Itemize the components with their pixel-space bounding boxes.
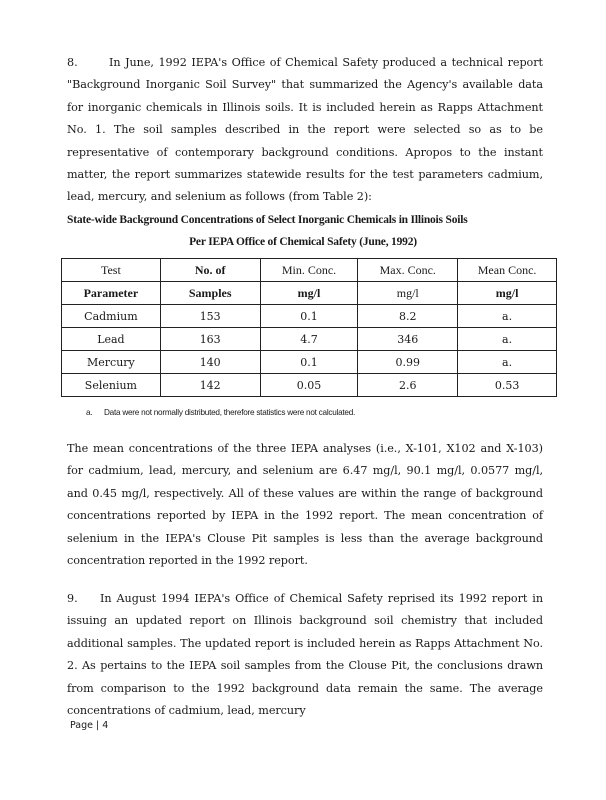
cell-max: 0.99 [358, 351, 458, 374]
header-cell: Mean Conc. [458, 259, 557, 282]
cell-samples: 153 [160, 305, 260, 328]
page-number-footer: Page | 4 [70, 720, 109, 731]
paragraph-text: In August 1994 IEPA's Office of Chemical Safety reprised its 1992 report in issuing an updated report on Illinois background soil chemistry that included additional samples. The updated report is included herein as Rapps Attachment No. 2. As pertains to the IEPA soil samples from the Clouse Pit, the conclusions drawn from comparison to the 1992 background data remain the same. The average concentrations of cadmium, lead, mercury [67, 592, 543, 718]
cell-mean: a. [458, 351, 557, 374]
header-cell: mg/l [260, 282, 358, 305]
header-cell: Max. Conc. [358, 259, 458, 282]
header-cell: Parameter [62, 282, 161, 305]
table-row [62, 374, 557, 397]
cell-mean: a. [458, 328, 557, 351]
cell-mean: a. [458, 305, 557, 328]
cell-max: 8.2 [358, 305, 458, 328]
cell-min: 0.1 [260, 351, 358, 374]
cell-samples: 140 [160, 351, 260, 374]
cell-samples: 163 [160, 328, 260, 351]
header-cell: No. of [160, 259, 260, 282]
paragraph-text: The mean concentrations of the three IEPA analyses (i.e., X-101, X102 and X-103) for cadmium, lead, mercury, and selenium are 6.47 mg/l, 90.1 mg/l, 0.0577 mg/l, and 0.45 mg/l, respectively. All of these values are within the range of background concentrations reported by IEPA in the 1992 report. The mean concentration of selenium in the IEPA's Clouse Pit samples is less than the average background concentration reported in the 1992 report. [67, 442, 543, 568]
header-cell: mg/l [458, 282, 557, 305]
header-cell: Min. Conc. [260, 259, 358, 282]
table-subtitle: Per IEPA Office of Chemical Safety (June, 1992) [189, 236, 417, 248]
footnote-text: Data were not normally distributed, therefore statistics were not calculated. [104, 408, 356, 417]
cell-max: 346 [358, 328, 458, 351]
cell-min: 0.1 [260, 305, 358, 328]
cell-max: 2.6 [358, 374, 458, 397]
footnote-mark: a. [86, 408, 93, 417]
cell-min: 0.05 [260, 374, 358, 397]
paragraph-text: In June, 1992 IEPA's Office of Chemical Safety produced a technical report "Background Inorganic Soil Survey" that summarized the Agency's available data for inorganic chemicals in Illinois soils. It is included herein as Rapps Attachment No. 1. The soil samples described in the report were selected so as to be representative of contemporary background conditions. Apropos to the instant matter, the report summarizes statewide results for the test parameters cadmium, lead, mercury, and selenium as follows (from Table 2): [67, 56, 543, 204]
paragraph-number: 9. [67, 592, 78, 605]
cell-parameter: Mercury [62, 351, 161, 374]
table-footnote [86, 408, 355, 417]
cell-parameter: Cadmium [62, 305, 161, 328]
mean-concentrations-paragraph [67, 438, 543, 572]
paragraph-8 [67, 52, 543, 209]
header-cell: Test [62, 259, 161, 282]
paragraph-number: 8. [67, 56, 78, 69]
table-row [62, 305, 557, 328]
table-header-row [62, 259, 557, 282]
table-row [62, 328, 557, 351]
cell-samples: 142 [160, 374, 260, 397]
header-cell: Samples [160, 282, 260, 305]
paragraph-9 [67, 588, 543, 722]
table-row [62, 351, 557, 374]
table-header-row [62, 282, 557, 305]
header-cell: mg/l [358, 282, 458, 305]
table-title: State-wide Background Concentrations of Select Inorganic Chemicals in Illinois Soils [67, 214, 468, 226]
concentrations-table [61, 258, 557, 397]
cell-min: 4.7 [260, 328, 358, 351]
cell-parameter: Selenium [62, 374, 161, 397]
cell-mean: 0.53 [458, 374, 557, 397]
cell-parameter: Lead [62, 328, 161, 351]
